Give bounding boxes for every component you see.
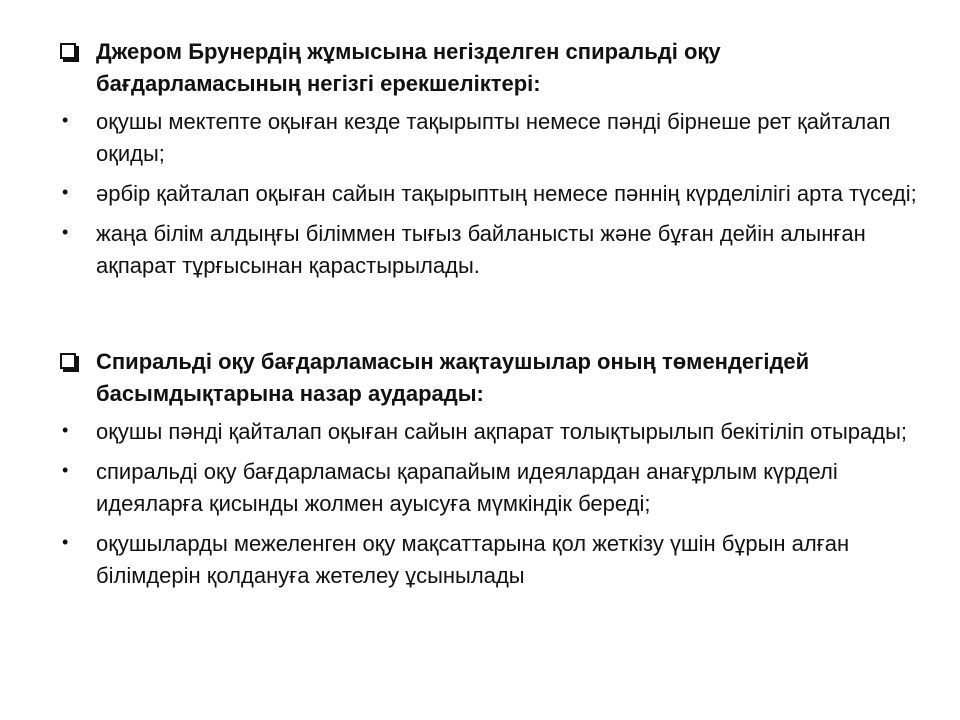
- list-item: [60, 106, 920, 170]
- bullet-list: [60, 416, 920, 592]
- heading-text: Джером Брунердің жұмысына негізделген спиральді оқу бағдарламасының негізгі ерекшеліктері:: [96, 39, 721, 96]
- checkbox-icon: [60, 43, 76, 59]
- list-item: [60, 456, 920, 520]
- section-spiral-advantages: [60, 346, 920, 600]
- list-item: [60, 416, 920, 448]
- bullet-icon: •: [62, 532, 69, 552]
- section-heading: [60, 346, 920, 410]
- list-item: [60, 528, 920, 592]
- list-item: [60, 178, 920, 210]
- list-item-text: оқушы мектепте оқыған кезде тақырыпты немесе пәнді бірнеше рет қайталап оқиды;: [96, 109, 891, 166]
- list-item-text: әрбір қайталап оқыған сайын тақырыптың немесе пәннің күрделілігі арта түседі;: [96, 181, 917, 206]
- bullet-icon: •: [62, 420, 69, 440]
- list-item-text: оқушы пәнді қайталап оқыған сайын ақпарат толықтырылып бекітіліп отырады;: [96, 419, 908, 444]
- section-bruner-features: [60, 36, 920, 290]
- heading-text: Спиральді оқу бағдарламасын жақтаушылар оның төмендегідей басымдықтарына назар аударады:: [96, 349, 810, 406]
- list-item: [60, 218, 920, 282]
- bullet-icon: •: [62, 182, 69, 202]
- bullet-list: [60, 106, 920, 282]
- bullet-icon: •: [62, 460, 69, 480]
- bullet-icon: •: [62, 222, 69, 242]
- checkbox-icon: [60, 353, 76, 369]
- section-heading: [60, 36, 920, 100]
- list-item-text: оқушыларды межеленген оқу мақсаттарына қол жеткізу үшін бұрын алған білімдерін қолдануға жетелеу ұсынылады: [96, 531, 850, 588]
- bullet-icon: •: [62, 110, 69, 130]
- list-item-text: жаңа білім алдыңғы біліммен тығыз байланысты және бұған дейін алынған ақпарат тұрғысынан қарастырылады.: [96, 221, 866, 278]
- list-item-text: спиральді оқу бағдарламасы қарапайым идеялардан анағұрлым күрделі идеяларға қисынды жолмен ауысуға мүмкіндік береді;: [96, 459, 838, 516]
